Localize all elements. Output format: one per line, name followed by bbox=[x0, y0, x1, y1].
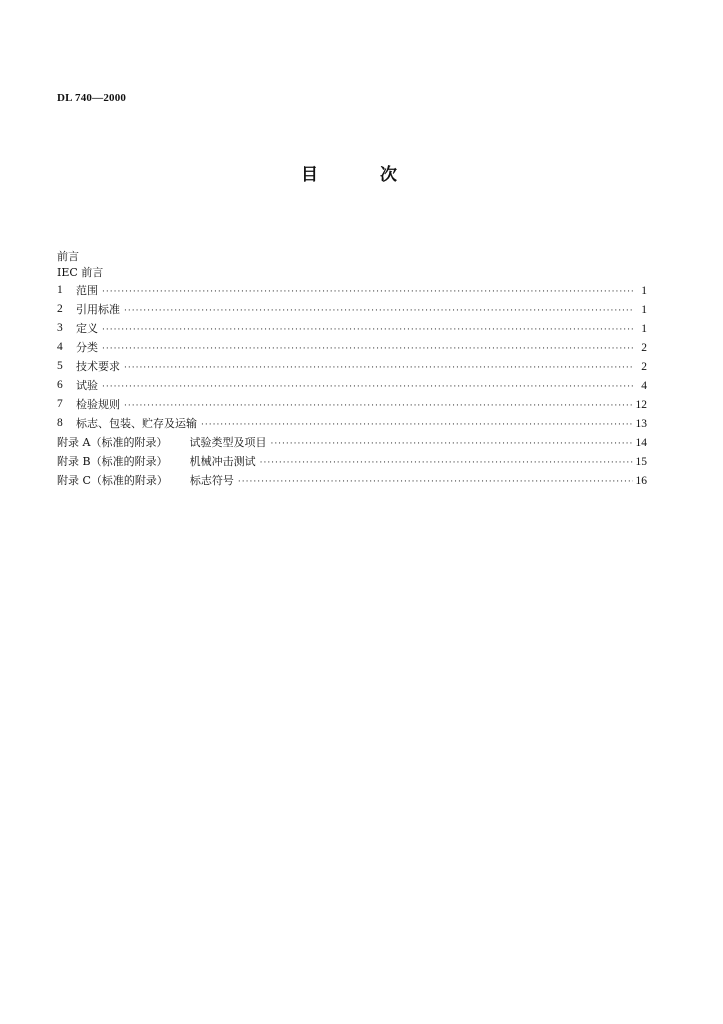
toc-item-5 bbox=[57, 357, 647, 376]
toc-appendix-label: 附录 A（标准的附录） bbox=[57, 436, 168, 449]
toc-appendix-page: 14 bbox=[635, 437, 647, 449]
toc-item-label: 标志、包装、贮存及运输 bbox=[76, 417, 197, 430]
toc-item-3 bbox=[57, 319, 647, 338]
toc-item-page: 1 bbox=[641, 285, 647, 297]
toc-item-number: 3 bbox=[57, 322, 63, 334]
toc-appendix-title: 试验类型及项目 bbox=[189, 436, 267, 449]
toc-iec-preface: IEC 前言 bbox=[57, 266, 104, 279]
toc-appendix-page: 16 bbox=[635, 475, 647, 487]
toc-item-label: 试验 bbox=[76, 379, 98, 392]
toc-item-page: 2 bbox=[641, 342, 647, 354]
toc-item-page: 1 bbox=[641, 323, 647, 335]
toc-item-label: 检验规则 bbox=[76, 398, 120, 411]
toc-title-char-1: 目 bbox=[301, 165, 318, 185]
toc-appendix-b bbox=[57, 452, 647, 471]
toc-appendix-label: 附录 C（标准的附录） bbox=[57, 474, 168, 487]
toc-appendix-label: 附录 B（标准的附录） bbox=[57, 455, 168, 468]
toc-item-label: 范围 bbox=[76, 284, 98, 297]
toc-title bbox=[0, 160, 723, 184]
toc-item-number: 6 bbox=[57, 379, 63, 391]
toc-appendix-page: 15 bbox=[635, 456, 647, 468]
toc-item-page: 2 bbox=[641, 361, 647, 373]
toc-appendix-title: 标志符号 bbox=[189, 474, 234, 487]
document-code: DL 740—2000 bbox=[57, 92, 127, 104]
toc-leader bbox=[238, 473, 633, 492]
toc-item-1 bbox=[57, 281, 647, 300]
toc-item-number: 5 bbox=[57, 360, 63, 372]
toc-item-label: 引用标准 bbox=[76, 303, 120, 316]
toc-item-2 bbox=[57, 300, 647, 319]
toc-appendix-c bbox=[57, 471, 647, 490]
toc-item-number: 7 bbox=[57, 398, 63, 410]
toc-preface: 前言 bbox=[57, 250, 79, 263]
toc-item-label: 分类 bbox=[76, 341, 98, 354]
toc-item-6 bbox=[57, 376, 647, 395]
toc-item-number: 1 bbox=[57, 284, 63, 296]
toc-item-4 bbox=[57, 338, 647, 357]
toc-item-number: 2 bbox=[57, 303, 63, 315]
toc-item-page: 1 bbox=[641, 304, 647, 316]
toc-item-label: 定义 bbox=[76, 322, 98, 335]
toc-item-page: 4 bbox=[641, 380, 647, 392]
table-of-contents bbox=[57, 249, 647, 490]
toc-item-number: 4 bbox=[57, 341, 63, 353]
toc-item-page: 13 bbox=[635, 418, 647, 430]
toc-appendix-a bbox=[57, 433, 647, 452]
toc-item-7 bbox=[57, 395, 647, 414]
toc-item-number: 8 bbox=[57, 417, 63, 429]
toc-item-8 bbox=[57, 414, 647, 433]
toc-appendix-title: 机械冲击测试 bbox=[189, 455, 256, 468]
toc-item-label: 技术要求 bbox=[76, 360, 120, 373]
toc-item-page: 12 bbox=[635, 399, 647, 411]
toc-title-char-2: 次 bbox=[380, 165, 397, 185]
